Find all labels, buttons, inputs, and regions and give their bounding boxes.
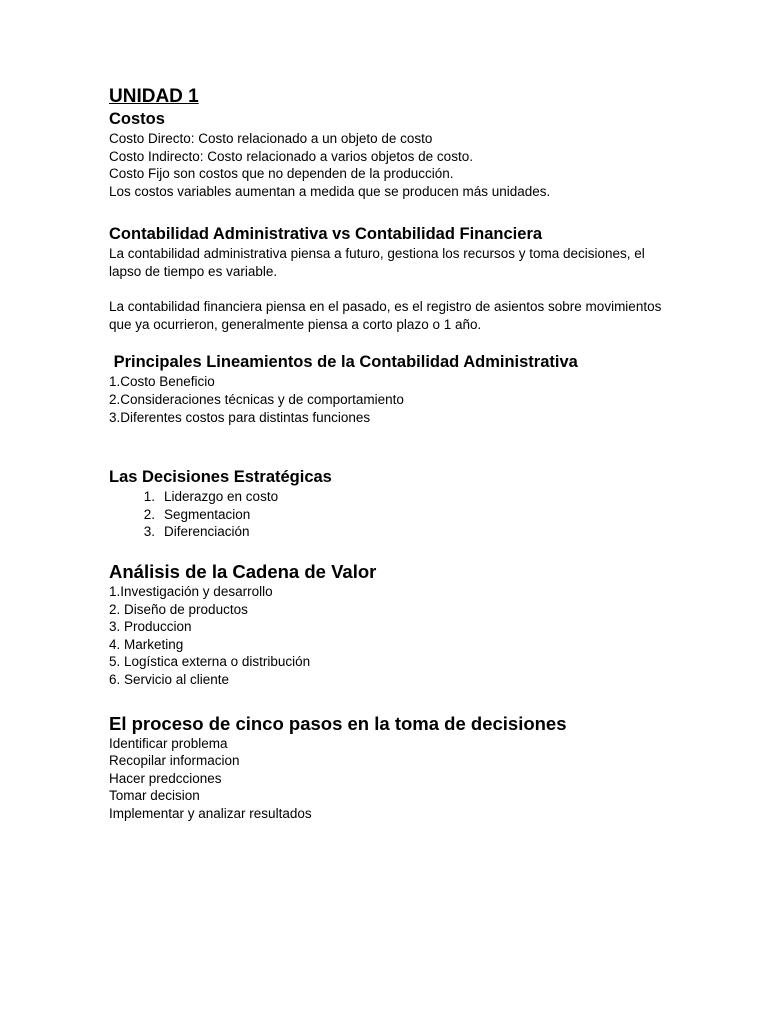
heading-decisiones: Las Decisiones Estratégicas [109, 468, 332, 487]
list-item [109, 506, 668, 524]
costos-line: Costo Directo: Costo relacionado a un objeto de costo [109, 131, 433, 146]
section-decisiones [109, 467, 668, 541]
costos-line: Costo Indirecto: Costo relacionado a varios objetos de costo. [109, 148, 473, 164]
proceso-step: Recopilar informacion [109, 753, 240, 769]
list-text: Segmentacion [164, 506, 251, 522]
heading-lineamientos: Principales Lineamientos de la Contabilidad Administrativa [109, 353, 578, 372]
list-number: 1. [143, 489, 155, 505]
list-item [109, 523, 668, 541]
section-contabilidad [109, 224, 668, 334]
paragraph-administrativa: La contabilidad administrativa piensa a futuro, gestiona los recursos y toma decisiones, el lapso de tiempo es variable. [109, 246, 645, 280]
unit-title: UNIDAD 1 [109, 86, 199, 107]
decisiones-list [109, 488, 668, 541]
cadena-item: 4. Marketing [109, 636, 184, 652]
list-text: Liderazgo en costo [164, 489, 279, 505]
lineamiento-item: 3.Diferentes costos para distintas funciones [109, 409, 371, 425]
cadena-item: 1.Investigación y desarrollo [109, 583, 273, 599]
paragraph-financiera: La contabilidad financiera piensa en el pasado, es el registro de asientos sobre movimientos que ya ocurrieron, generalmente piensa a corto plazo o 1 año. [109, 299, 662, 333]
proceso-step: Identificar problema [109, 735, 228, 751]
proceso-step: Tomar decision [109, 788, 200, 804]
list-number: 3. [143, 524, 155, 540]
list-item [109, 488, 668, 506]
cadena-item: 6. Servicio al cliente [109, 671, 230, 687]
section-lineamientos [109, 352, 668, 426]
section-cadena [109, 561, 668, 689]
lineamiento-item: 1.Costo Beneficio [109, 374, 215, 390]
section-costos [109, 108, 668, 200]
heading-costos: Costos [109, 110, 165, 128]
costos-line: Costo Fijo son costos que no dependen de la producción. [109, 166, 454, 182]
costos-line: Los costos variables aumentan a medida que se producen más unidades. [109, 183, 551, 199]
list-number: 2. [143, 506, 155, 522]
cadena-item: 5. Logística externa o distribución [109, 654, 311, 670]
cadena-item: 2. Diseño de productos [109, 601, 248, 617]
section-proceso [109, 713, 668, 823]
proceso-step: Implementar y analizar resultados [109, 805, 312, 821]
heading-cadena: Análisis de la Cadena de Valor [109, 560, 377, 582]
lineamiento-item: 2.Consideraciones técnicas y de comportamiento [109, 391, 404, 407]
proceso-step: Hacer predcciones [109, 770, 222, 786]
heading-proceso: El proceso de cinco pasos en la toma de decisiones [109, 712, 567, 734]
cadena-item: 3. Produccion [109, 619, 192, 635]
heading-contabilidad: Contabilidad Administrativa vs Contabilidad Financiera [109, 225, 543, 244]
list-text: Diferenciación [164, 524, 250, 540]
